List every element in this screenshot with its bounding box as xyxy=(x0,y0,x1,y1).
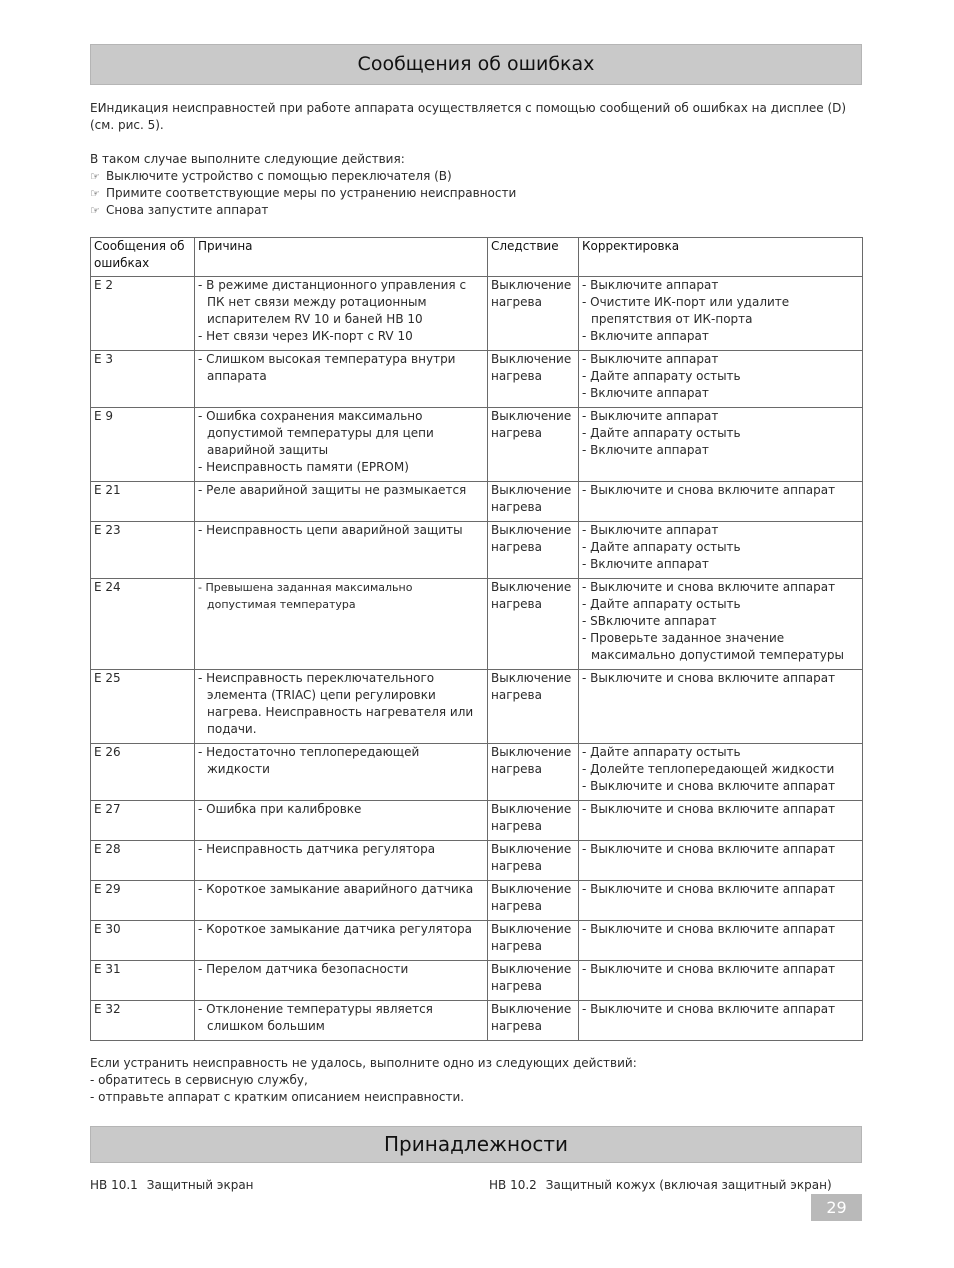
correction-line: - Дайте аппарату остыть xyxy=(582,745,741,759)
error-code-cell xyxy=(91,744,195,801)
correction-cell xyxy=(579,482,863,522)
error-code-cell xyxy=(91,961,195,1001)
effect-text: Выключение нагрева xyxy=(491,352,572,383)
correction-cell xyxy=(579,408,863,482)
error-code: E 9 xyxy=(94,409,114,423)
effect-text: Выключение нагрева xyxy=(491,882,572,913)
accessory-code: HB 10.2 xyxy=(489,1178,537,1192)
correction-cell xyxy=(579,841,863,881)
effect-cell xyxy=(488,881,579,921)
correction-cell xyxy=(579,670,863,744)
cause-cell xyxy=(195,579,488,670)
correction-line: - Очистите ИК-порт или удалите препятствия от ИК-порта xyxy=(582,295,790,326)
cause-line: - Недостаточно теплопередающей жидкости xyxy=(198,745,420,776)
correction-line: - Дайте аппарату остыть xyxy=(582,369,741,383)
effect-text: Выключение нагрева xyxy=(491,409,572,440)
error-code: E 2 xyxy=(94,278,114,292)
cause-line: - Неисправность памяти (EPROM) xyxy=(198,460,409,474)
error-code: E 26 xyxy=(94,745,121,759)
footnote xyxy=(90,1055,850,1106)
cause-cell xyxy=(195,921,488,961)
correction-line: - Выключите и снова включите аппарат xyxy=(582,671,836,685)
effect-cell xyxy=(488,801,579,841)
cause-line: - Короткое замыкание датчика регулятора xyxy=(198,922,472,936)
accessory-code: HB 10.1 xyxy=(90,1178,138,1192)
effect-cell xyxy=(488,482,579,522)
error-code: E 23 xyxy=(94,523,121,537)
correction-line: - Включите аппарат xyxy=(582,443,709,457)
cause-line: - Превышена заданная максимально допустимая температура xyxy=(198,581,413,611)
step-item: ☞ Примите соответствующие меры по устранению неисправности xyxy=(90,186,517,200)
error-code: E 32 xyxy=(94,1002,121,1016)
header-error-code: Сообщения об ошибках xyxy=(91,238,195,277)
correction-line: - Дайте аппарату остыть xyxy=(582,540,741,554)
header-correction: Корректировка xyxy=(579,238,863,277)
table-row xyxy=(91,522,863,579)
section-title-accessories: Принадлежности xyxy=(90,1126,862,1163)
cause-line: - Неисправность датчика регулятора xyxy=(198,842,436,856)
correction-line: - Включите аппарат xyxy=(582,386,709,400)
error-code-cell xyxy=(91,408,195,482)
correction-line: - Выключите и снова включите аппарат xyxy=(582,922,836,936)
cause-cell xyxy=(195,482,488,522)
error-code: E 29 xyxy=(94,882,121,896)
correction-cell xyxy=(579,801,863,841)
effect-cell xyxy=(488,961,579,1001)
correction-line: - Выключите аппарат xyxy=(582,278,719,292)
table-row xyxy=(91,801,863,841)
effect-cell xyxy=(488,921,579,961)
cause-line: - Ошибка при калибровке xyxy=(198,802,362,816)
footnote-line: Если устранить неисправность не удалось, выполните одно из следующих действий: xyxy=(90,1056,637,1070)
table-row xyxy=(91,744,863,801)
cause-cell xyxy=(195,351,488,408)
step-item: ☞ Снова запустите аппарат xyxy=(90,203,269,217)
effect-cell xyxy=(488,351,579,408)
error-table xyxy=(90,237,863,1041)
error-code-cell xyxy=(91,522,195,579)
table-row xyxy=(91,881,863,921)
table-row xyxy=(91,961,863,1001)
effect-cell xyxy=(488,522,579,579)
error-code: E 25 xyxy=(94,671,121,685)
error-code-cell xyxy=(91,579,195,670)
effect-cell xyxy=(488,408,579,482)
correction-line: - SВключите аппарат xyxy=(582,614,717,628)
error-code-cell xyxy=(91,1001,195,1041)
effect-text: Выключение нагрева xyxy=(491,483,572,514)
correction-cell xyxy=(579,1001,863,1041)
effect-text: Выключение нагрева xyxy=(491,580,572,611)
effect-text: Выключение нагрева xyxy=(491,922,572,953)
correction-line: - Включите аппарат xyxy=(582,329,709,343)
table-row xyxy=(91,841,863,881)
correction-cell xyxy=(579,522,863,579)
effect-cell xyxy=(488,1001,579,1041)
correction-line: - Выключите и снова включите аппарат xyxy=(582,802,836,816)
cause-cell xyxy=(195,277,488,351)
effect-text: Выключение нагрева xyxy=(491,962,572,993)
cause-cell xyxy=(195,801,488,841)
accessory-item xyxy=(90,1177,254,1194)
table-row xyxy=(91,1001,863,1041)
error-code: E 30 xyxy=(94,922,121,936)
correction-line: - Дайте аппарату остыть xyxy=(582,597,741,611)
correction-cell xyxy=(579,579,863,670)
cause-line: - Слишком высокая температура внутри аппарата xyxy=(198,352,456,383)
pointing-hand-icon: ☞ xyxy=(90,170,100,183)
correction-cell xyxy=(579,744,863,801)
cause-line: - Короткое замыкание аварийного датчика xyxy=(198,882,474,896)
page-number: 29 xyxy=(811,1194,862,1221)
table-row xyxy=(91,670,863,744)
cause-cell xyxy=(195,408,488,482)
effect-text: Выключение нагрева xyxy=(491,523,572,554)
accessory-item xyxy=(489,1177,832,1194)
header-cause: Причина xyxy=(195,238,488,277)
cause-line: - Неисправность переключательного элемента (TRIAC) цепи регулировки нагрева. Неисправность нагревателя или подачи. xyxy=(198,671,474,736)
cause-cell xyxy=(195,670,488,744)
table-row xyxy=(91,579,863,670)
correction-line: - Включите аппарат xyxy=(582,557,709,571)
error-code-cell xyxy=(91,801,195,841)
correction-line: - Выключите и снова включите аппарат xyxy=(582,882,836,896)
effect-cell xyxy=(488,841,579,881)
correction-line: - Выключите и снова включите аппарат xyxy=(582,580,836,594)
correction-line: - Выключите и снова включите аппарат xyxy=(582,1002,836,1016)
effect-text: Выключение нагрева xyxy=(491,802,572,833)
effect-text: Выключение нагрева xyxy=(491,278,572,309)
correction-line: - Долейте теплопередающей жидкости xyxy=(582,762,835,776)
correction-cell xyxy=(579,921,863,961)
pointing-hand-icon: ☞ xyxy=(90,204,100,217)
effect-cell xyxy=(488,670,579,744)
error-code: E 21 xyxy=(94,483,121,497)
correction-line: - Выключите и снова включите аппарат xyxy=(582,842,836,856)
table-row xyxy=(91,277,863,351)
footnote-line: - отправьте аппарат с кратким описанием неисправности. xyxy=(90,1090,465,1104)
table-row xyxy=(91,482,863,522)
effect-text: Выключение нагрева xyxy=(491,745,572,776)
error-code-cell xyxy=(91,670,195,744)
step-item: ☞ Выключите устройство с помощью переключателя (B) xyxy=(90,169,452,183)
intro-paragraph: ЕИндикация неисправностей при работе аппарата осуществляется с помощью сообщений об ошибках на дисплее (D) (см. рис. 5). xyxy=(90,101,847,132)
table-row xyxy=(91,408,863,482)
correction-line: - Выключите аппарат xyxy=(582,409,719,423)
error-code-cell xyxy=(91,482,195,522)
error-code-cell xyxy=(91,277,195,351)
cause-line: - Перелом датчика безопасности xyxy=(198,962,409,976)
cause-line: - Отклонение температуры является слишком большим xyxy=(198,1002,433,1033)
error-code: E 31 xyxy=(94,962,121,976)
table-header-row xyxy=(91,238,863,277)
error-code: E 27 xyxy=(94,802,121,816)
error-code: E 24 xyxy=(94,580,121,594)
correction-cell xyxy=(579,881,863,921)
correction-line: - Дайте аппарату остыть xyxy=(582,426,741,440)
correction-line: - Выключите аппарат xyxy=(582,523,719,537)
cause-line: - Нет связи через ИК-порт с RV 10 xyxy=(198,329,413,343)
cause-cell xyxy=(195,841,488,881)
effect-text: Выключение нагрева xyxy=(491,1002,572,1033)
accessory-name: Защитный кожух (включая защитный экран) xyxy=(545,1178,832,1192)
cause-cell xyxy=(195,1001,488,1041)
correction-cell xyxy=(579,351,863,408)
cause-line: - В режиме дистанционного управления с ПК нет связи между ротационным испарителем RV 10 и баней HB 10 xyxy=(198,278,467,326)
cause-cell xyxy=(195,881,488,921)
table-row xyxy=(91,921,863,961)
effect-cell xyxy=(488,744,579,801)
effect-text: Выключение нагрева xyxy=(491,671,572,702)
cause-cell xyxy=(195,522,488,579)
accessory-name: Защитный экран xyxy=(146,1178,254,1192)
steps-block xyxy=(90,151,850,219)
error-code-cell xyxy=(91,921,195,961)
cause-line: - Неисправность цепи аварийной защиты xyxy=(198,523,463,537)
steps-intro: В таком случае выполните следующие действия: xyxy=(90,152,405,166)
header-effect: Следствие xyxy=(488,238,579,277)
correction-cell xyxy=(579,277,863,351)
cause-line: - Ошибка сохранения максимально допустимой температуры для цепи аварийной защиты xyxy=(198,409,434,457)
correction-line: - Выключите и снова включите аппарат xyxy=(582,483,836,497)
cause-line: - Реле аварийной защиты не размыкается xyxy=(198,483,467,497)
effect-cell xyxy=(488,579,579,670)
error-code-cell xyxy=(91,881,195,921)
correction-line: - Выключите и снова включите аппарат xyxy=(582,962,836,976)
footnote-line: - обратитесь в сервисную службу, xyxy=(90,1073,308,1087)
effect-cell xyxy=(488,277,579,351)
section-title-error-messages: Сообщения об ошибках xyxy=(90,44,862,85)
correction-line: - Выключите аппарат xyxy=(582,352,719,366)
error-code-cell xyxy=(91,841,195,881)
cause-cell xyxy=(195,744,488,801)
error-code: E 3 xyxy=(94,352,114,366)
effect-text: Выключение нагрева xyxy=(491,842,572,873)
correction-line: - Проверьте заданное значение максимально допустимой температуры xyxy=(582,631,844,662)
error-code: E 28 xyxy=(94,842,121,856)
correction-cell xyxy=(579,961,863,1001)
correction-line: - Выключите и снова включите аппарат xyxy=(582,779,836,793)
cause-cell xyxy=(195,961,488,1001)
pointing-hand-icon: ☞ xyxy=(90,187,100,200)
error-code-cell xyxy=(91,351,195,408)
table-row xyxy=(91,351,863,408)
